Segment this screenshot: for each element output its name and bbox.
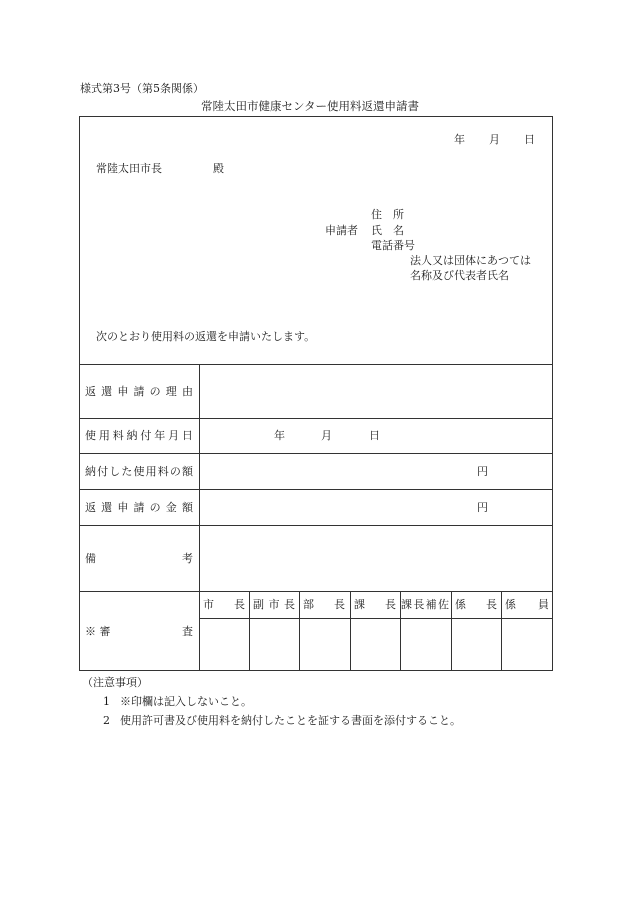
note-number: 2 [103,714,110,727]
label-char: し [109,464,121,478]
date-month: 月 [489,133,500,146]
label-char: 長 [334,598,345,611]
label-char: 納 [85,464,96,478]
label-char: 由 [181,384,193,398]
label-char: 部 [303,598,314,611]
remarks-label [85,525,193,591]
label-char: 年 [154,429,166,442]
form-number: 様式第3号（第5条関係） [80,82,204,95]
label-char: 長 [284,598,295,611]
note-text: 使用許可書及び使用料を納付したことを証する書面を添付すること。 [120,714,461,727]
note-text: ※印欄は記入しないこと。 [120,695,252,708]
paid-day: 日 [369,429,380,442]
label-char: 還 [101,500,113,514]
label-char: 返 [85,500,96,514]
label-char: 金 [165,500,177,514]
paid-date-label [85,418,193,453]
phone-label: 電話番号 [371,239,415,252]
notes-heading: （注意事項） [82,676,148,689]
label-char: 日 [181,429,193,442]
stamp-header-assistant-chief [400,592,450,617]
review-label [85,591,193,671]
label-char: 使 [133,464,145,478]
label-char: 課 [354,598,365,611]
label-char: 副 [253,598,264,611]
label-char: 納 [126,429,138,442]
label-char: 市 [203,598,214,611]
review-label-end: 査 [182,624,193,638]
paid-year: 年 [274,429,285,442]
address-label: 住 所 [371,208,404,221]
note-number: 1 [103,695,110,708]
label-char: 長 [234,598,245,611]
label-char: 佐 [437,598,449,611]
stamp-header-divider [199,618,553,619]
label-char: 用 [98,429,110,442]
stamp-header-subsection-chief [451,592,501,617]
stamp-header-mayor [199,592,249,617]
label-char: 長 [385,598,396,611]
label-char: 長 [486,598,497,611]
label-char: 理 [165,384,177,398]
label-char: 料 [112,429,124,442]
label-char: 還 [101,384,113,398]
remarks-label-start: 備 [85,551,96,565]
paid-month: 月 [321,429,332,442]
yen-unit: 円 [477,501,488,514]
reason-label [85,364,193,418]
label-char: 補 [425,598,437,611]
refund-amount-label [85,489,193,525]
date-day: 日 [524,133,535,146]
label-char: 付 [140,429,152,442]
corp-note-1: 法人又は団体にあつては [410,254,531,267]
label-char: の [149,384,161,398]
yen-unit: 円 [477,465,488,478]
honorific: 殿 [213,162,224,175]
label-char: 申 [117,384,129,398]
corp-note-2: 名称及び代表者氏名 [410,269,509,282]
addressee: 常陸太田市長 [96,162,162,175]
review-label-start: ※ 審 [85,624,111,638]
label-char: の [149,500,161,514]
label-char: 請 [133,500,145,514]
stamp-header-staff [501,592,553,617]
page-title: 常陸太田市健康センター使用料返還申請書 [201,99,420,113]
stamp-header-deputy-mayor [249,592,299,617]
remarks-label-end: 考 [182,551,193,565]
label-char: 月 [168,429,180,442]
label-column-divider [199,364,200,671]
label-char: 返 [85,384,96,398]
label-char: 係 [455,598,466,611]
label-char: 額 [182,464,193,478]
label-char: 請 [133,384,145,398]
label-char: 係 [505,598,516,611]
label-char: 課 [401,598,412,611]
date-year: 年 [454,133,465,146]
label-char: 員 [538,598,549,611]
label-char: 市 [268,598,280,611]
paid-amount-label [85,453,193,489]
label-char: 料 [157,464,169,478]
request-text: 次のとおり使用料の返還を申請いたします。 [96,330,316,343]
stamp-header-director [299,592,349,617]
applicant-label: 申請者 [325,224,358,237]
label-char: 付 [97,464,109,478]
name-label: 氏 名 [371,224,404,237]
label-char: 額 [181,500,193,514]
label-char: の [169,464,181,478]
stamp-header-section-chief [350,592,400,617]
label-char: 用 [145,464,157,478]
label-char: 申 [117,500,129,514]
label-char: た [121,464,133,478]
label-char: 使 [85,429,96,442]
label-char: 長 [413,598,425,611]
